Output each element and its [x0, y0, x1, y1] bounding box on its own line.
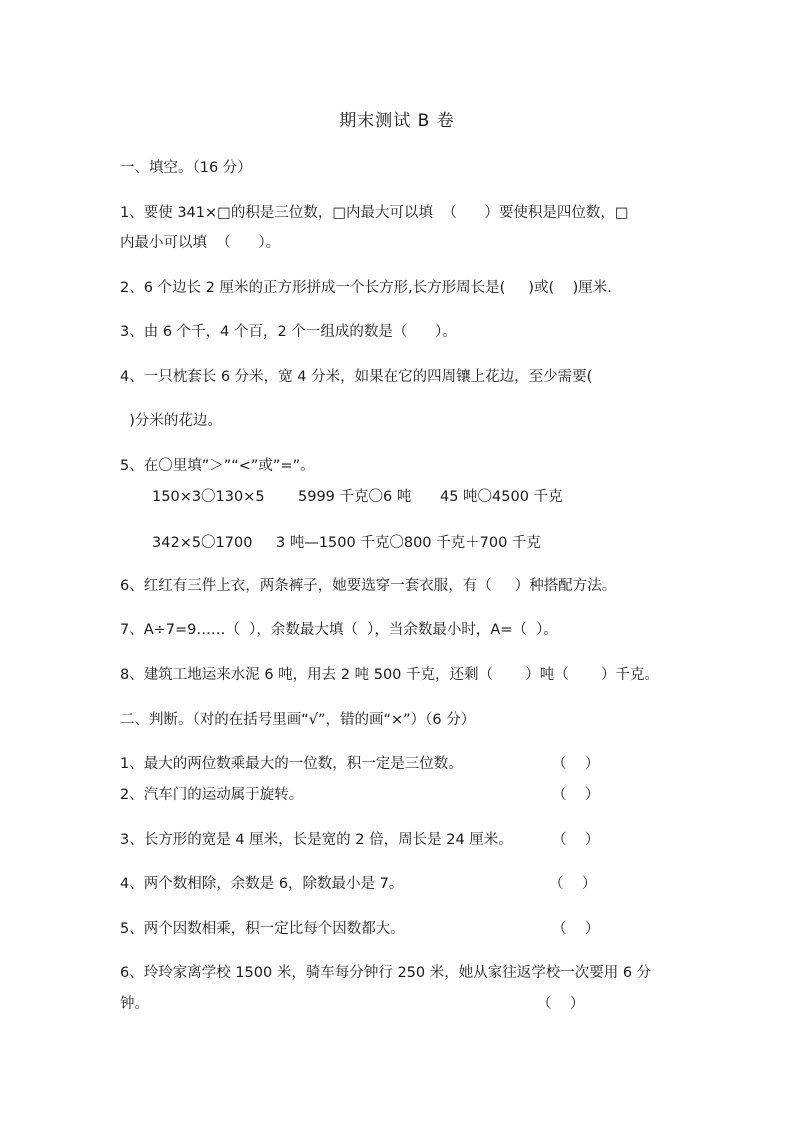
judge-q1-answer-paren: （ ）: [552, 756, 600, 772]
page-title: 期末测试 B 卷: [339, 111, 455, 131]
q5-compare-1: 150×3〇130×5: [152, 489, 265, 505]
fill-q6: 6、红红有三件上衣，两条裤子，她要选穿一套衣服，有（ ）种搭配方法。: [120, 578, 617, 594]
fill-q7: 7、A÷7=9……（ ），余数最大填（ ），当余数最小时，A=（ ）。: [120, 622, 558, 638]
fill-q1-line2: 内最小可以填 （ ）。: [120, 235, 281, 251]
q5-compare-5: 3 吨—1500 千克〇800 千克＋700 千克: [276, 535, 541, 551]
fill-q5-heading: 5、在〇里填”＞”“<”或”=”。: [120, 458, 315, 474]
q5-compare-3: 45 吨〇4500 千克: [440, 489, 563, 505]
fill-q4-line1: 4、一只枕套长 6 分米，宽 4 分米，如果在它的四周镶上花边，至少需要(: [120, 369, 593, 385]
judge-q5: 5、两个因数相乘，积一定比每个因数都大。: [120, 921, 405, 937]
q5-compare-2: 5999 千克〇6 吨: [298, 489, 412, 505]
judge-q4: 4、两个数相除，余数是 6，除数最小是 7。: [120, 876, 404, 892]
judge-q3-answer-paren: （ ）: [552, 832, 600, 848]
section2-heading: 二、判断。（对的在括号里画“√”，错的画“×”）（6 分）: [120, 712, 476, 728]
judge-q4-answer-paren: （ ）: [549, 876, 597, 892]
judge-q3: 3、长方形的宽是 4 厘米，长是宽的 2 倍，周长是 24 厘米。: [120, 832, 513, 848]
judge-q2-answer-paren: （ ）: [552, 787, 600, 803]
q5-compare-4: 342×5〇1700: [152, 535, 253, 551]
fill-q1-line1: 1、要使 341×□的积是三位数，□内最大可以填 （ ）要使积是四位数，□: [120, 205, 629, 221]
judge-q6-line1: 6、玲玲家离学校 1500 米，骑车每分钟行 250 米，她从家往返学校一次要用 6 分: [120, 965, 652, 981]
judge-q6-answer-paren: （ ）: [537, 996, 585, 1012]
fill-q2: 2、6 个边长 2 厘米的正方形拼成一个长方形,长方形周长是( )或( )厘米.: [120, 280, 612, 296]
fill-q3: 3、由 6 个千，4 个百，2 个一组成的数是（ ）。: [120, 324, 457, 340]
judge-q1: 1、最大的两位数乘最大的一位数，积一定是三位数。: [120, 756, 463, 772]
section1-heading: 一、填空。（16 分）: [120, 160, 252, 176]
fill-q8: 8、建筑工地运来水泥 6 吨，用去 2 吨 500 千克，还剩（ ）吨（ ）千克。: [120, 667, 660, 683]
judge-q2: 2、汽车门的运动属于旋转。: [120, 787, 304, 803]
judge-q5-answer-paren: （ ）: [552, 921, 600, 937]
judge-q6-line2: 钟。: [120, 996, 149, 1012]
fill-q4-line2: )分米的花边。: [120, 413, 222, 429]
